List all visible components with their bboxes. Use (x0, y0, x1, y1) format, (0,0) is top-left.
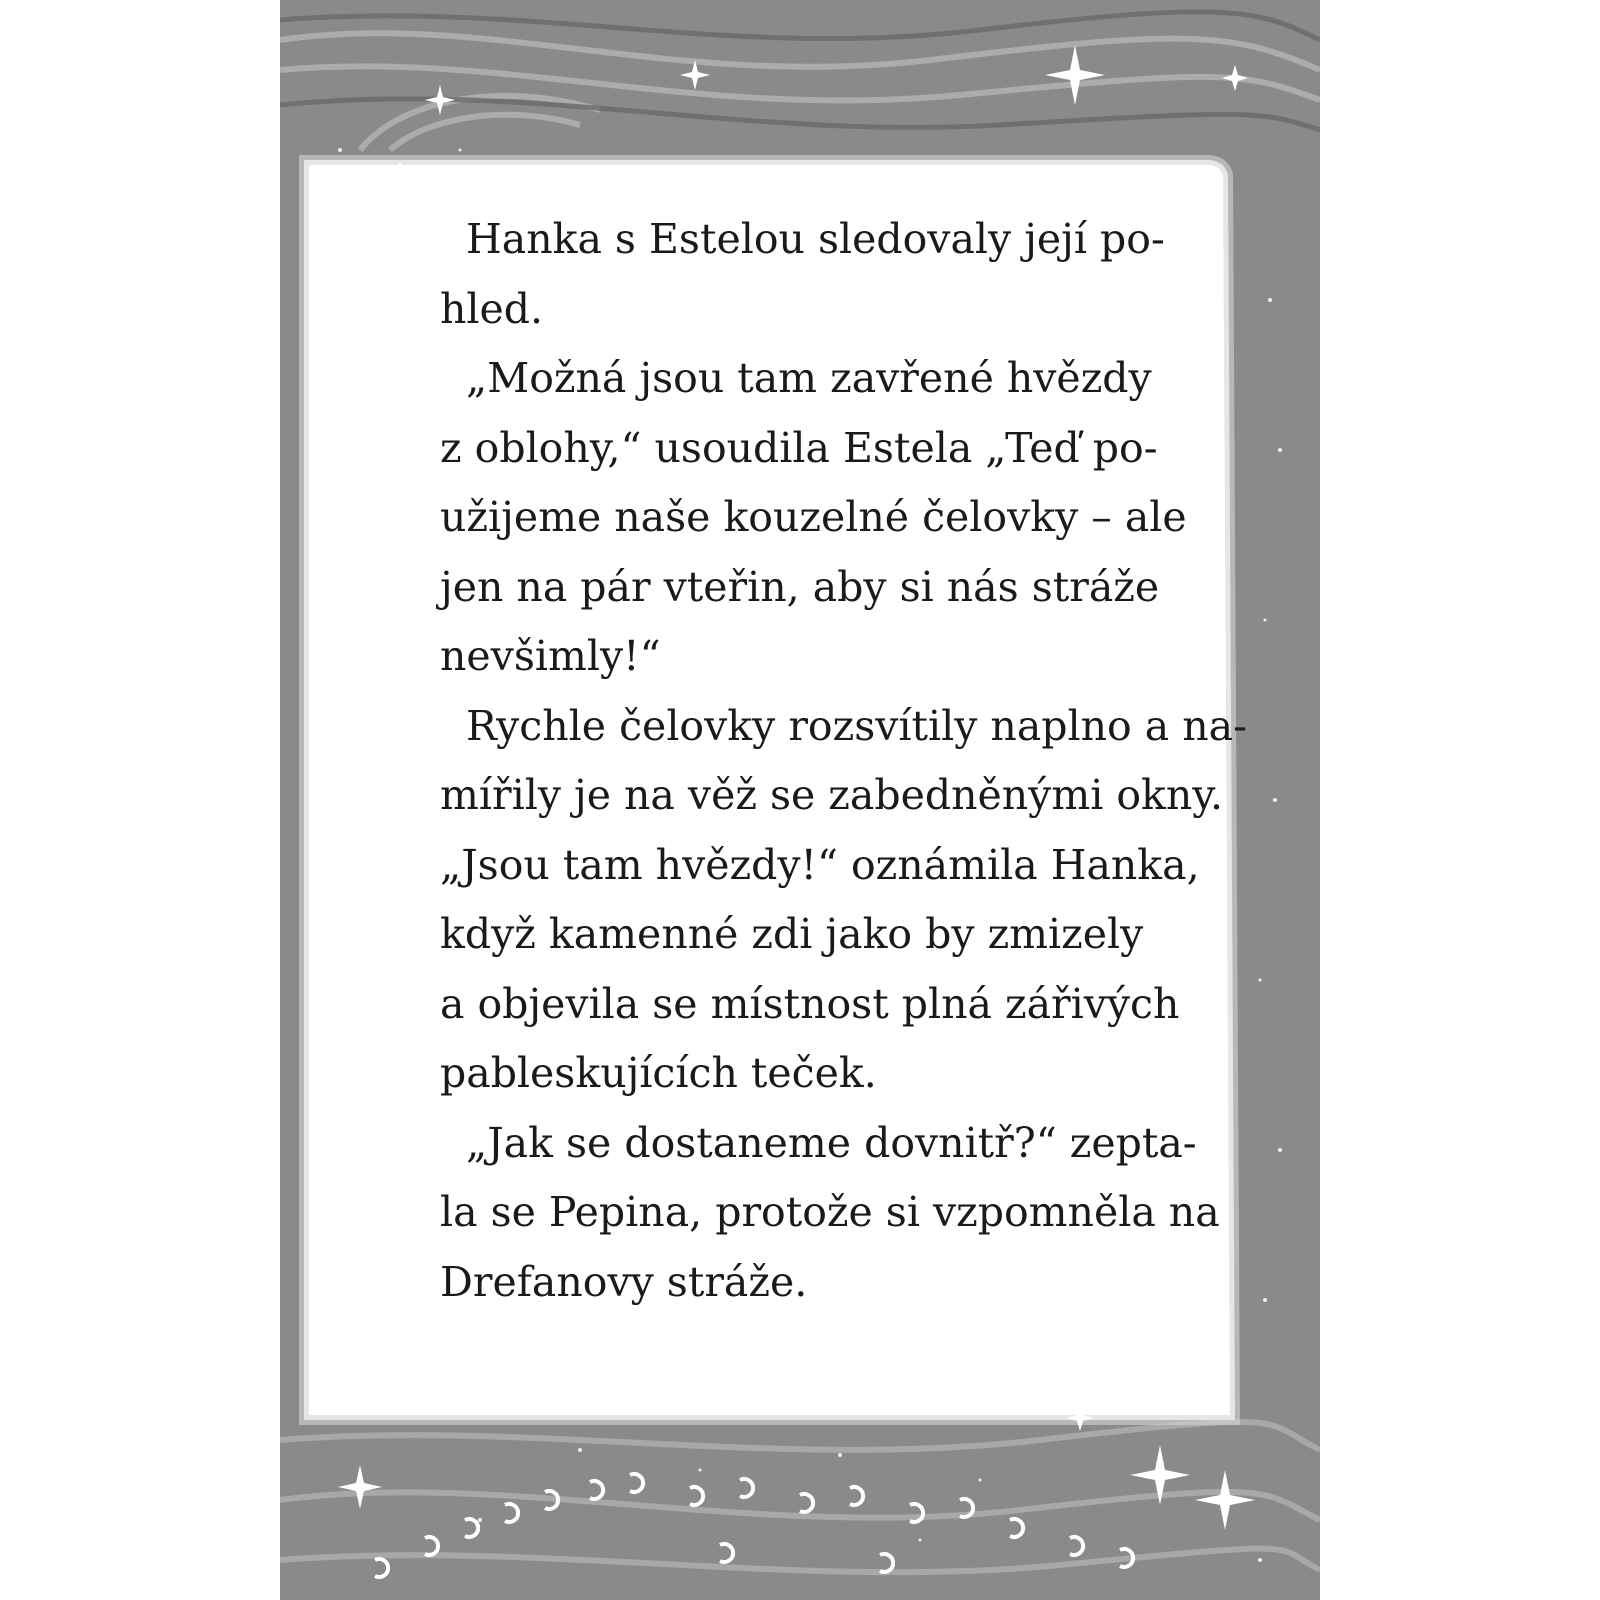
text-line: když kamenné zdi jako by zmizely (440, 910, 1144, 958)
text-line: „Jsou tam hvězdy!“ oznámila Hanka, (440, 840, 1200, 889)
text-line: a objevila se místnost plná zářivých (440, 979, 1180, 1028)
text-line: pableskujících teček. (440, 1049, 877, 1097)
text-line: Rychle čelovky rozsvítily naplno a na- (466, 701, 1247, 750)
text-line: hled. (440, 284, 544, 333)
story-text (440, 205, 1247, 1317)
text-line: la se Pepina, protože si vzpomněla na (440, 1188, 1220, 1236)
text-line: „Možná jsou tam zavřené hvězdy (466, 354, 1152, 402)
text-line: mířily je na věž se zabedněnými okny. (440, 771, 1224, 819)
text-line: „Jak se dostaneme dovnitř?“ zepta- (466, 1118, 1197, 1167)
book-page (280, 0, 1320, 1600)
text-line: užijeme naše kouzelné čelovky – ale (440, 493, 1187, 541)
text-line: z oblohy,“ usoudila Estela „Teď po- (440, 423, 1158, 472)
text-line: Drefanovy stráže. (440, 1257, 808, 1306)
text-line: Hanka s Estelou sledovaly její po- (466, 215, 1165, 263)
text-line: jen na pár vteřin, aby si nás stráže (440, 562, 1160, 611)
text-line: nevšimly!“ (440, 632, 661, 680)
